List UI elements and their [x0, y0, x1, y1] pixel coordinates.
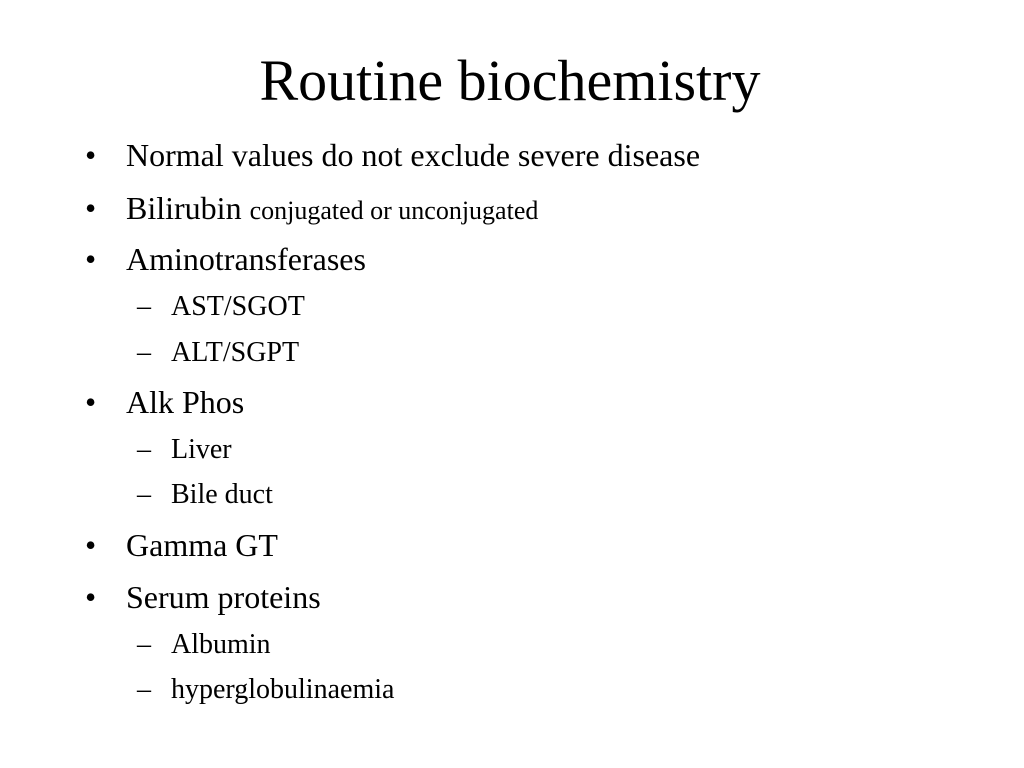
list-item-text: Gamma GT [126, 527, 278, 563]
list-item-text: Aminotransferases [126, 241, 366, 277]
sub-item-text: ALT/SGPT [171, 337, 300, 368]
bullet-icon: • [85, 579, 97, 615]
bullet-icon: • [85, 241, 97, 277]
sub-item-text: hyperglobulinaemia [171, 674, 395, 705]
bilirubin-note: conjugated or unconjugated [249, 196, 539, 225]
slide-title: Routine biochemistry [259, 48, 761, 113]
bilirubin-label: Bilirubin [126, 190, 242, 226]
sub-item-text: Liver [171, 434, 232, 465]
dash-icon: – [137, 629, 151, 660]
dash-icon: – [137, 479, 151, 510]
bullet-icon: • [85, 527, 97, 563]
sub-item-text: Bile duct [171, 479, 273, 510]
list-item-text [126, 190, 538, 229]
list-item-text: Normal values do not exclude severe disease [126, 137, 701, 173]
bullet-icon: • [85, 384, 97, 420]
bullet-icon: • [85, 190, 97, 226]
list-item-text: Serum proteins [126, 579, 321, 615]
sub-item-text: Albumin [171, 629, 271, 660]
dash-icon: – [137, 674, 151, 705]
bullet-icon: • [85, 137, 97, 173]
sub-item-text: AST/SGOT [171, 291, 305, 322]
dash-icon: – [137, 337, 151, 368]
list-item-text: Alk Phos [126, 384, 245, 420]
dash-icon: – [137, 291, 151, 322]
dash-icon: – [137, 434, 151, 465]
